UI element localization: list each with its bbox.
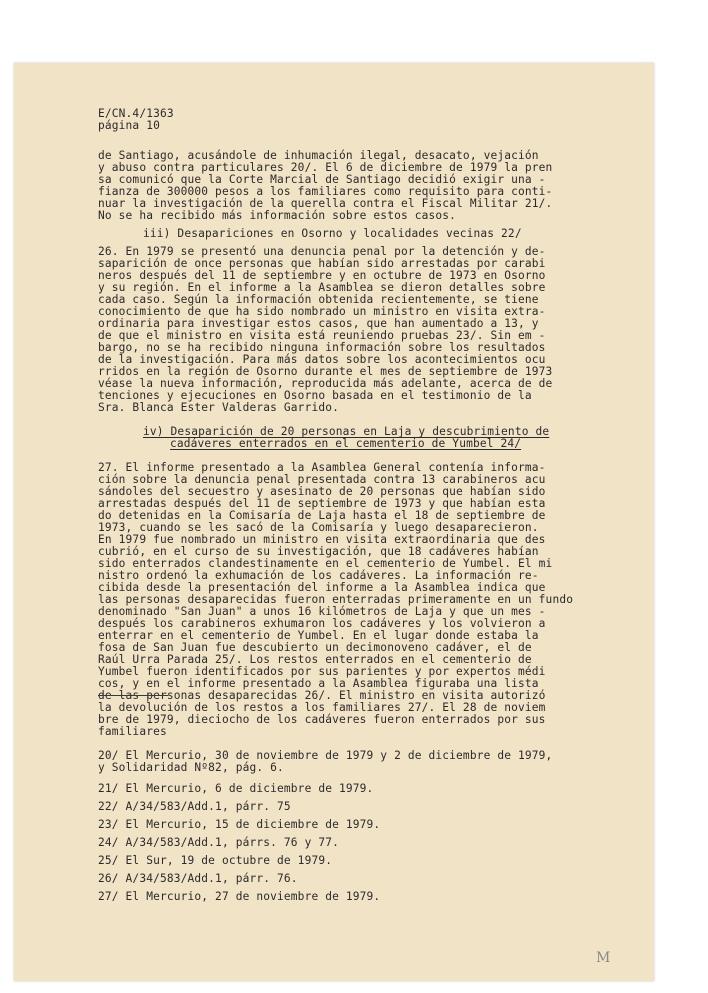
body-line: rridos en la región de Osorno durante el mes de septiembre de 1973 [98,365,553,378]
body-line: 26. En 1979 se presentó una denuncia penal por la detención y de- [98,245,546,258]
footnote: 27/ El Mercurio, 27 de noviembre de 1979. [98,890,381,903]
document-symbol: E/CN.4/1363 [98,107,174,120]
footnote: 26/ A/34/583/Add.1, párr. 76. [98,872,298,885]
body-line: En 1979 fue nombrado un ministro en visita extraordinaria que des [98,533,546,546]
body-line: la devolución de los restos a los familiares 27/. El 28 de noviem [98,701,546,714]
body-line: No se ha recibido más información sobre estos casos. [98,209,457,222]
body-line: neros después del 11 de septiembre y en octubre de 1973 en Osorno [98,269,546,282]
body-line: de que el ministro en visita está reuniendo pruebas 23/. Sin em - [98,329,546,342]
body-line: nistro ordenó la exhumación de los cadáveres. La información re- [98,569,539,582]
body-line: sido enterrados clandestinamente en el cementerio de Yumbel. El mi [98,557,553,570]
footnote: y Solidaridad Nº82, pág. 6. [98,761,284,774]
body-line: bre de 1979, dieciocho de los cadáveres fueron enterrados por sus [98,713,546,726]
body-line: iii) Desapariciones en Osorno y localidades vecinas 22/ [143,227,522,240]
corner-mark: M [596,950,611,966]
footnote: 24/ A/34/583/Add.1, párrs. 76 y 77. [98,836,339,849]
footnote-separator [98,695,168,696]
body-line: 1973, cuando se les sacó de la Comisaría y luego desaparecieron. [98,521,539,534]
body-line: ción sobre la denuncia penal presentada contra 13 carabineros acu [98,473,546,486]
body-line: Yumbel fueron identificados por sus parientes y por expertos médi [98,665,546,678]
body-line: después los carabineros exhumaron los cadáveres y los volvieron a [98,617,546,630]
body-line: nuar la investigación de la querella contra el Fiscal Militar 21/. [98,197,553,210]
body-line: cibida desde la presentación del informe a la Asamblea indica que [98,581,546,594]
body-line: familiares [98,725,167,738]
body-line: ordinaria para investigar estos casos, que han aumentado a 13, y [98,317,539,330]
body-line: arrestadas después del 11 de septiembre de 1973 y que habían esta [98,497,546,510]
body-line: de las personas desaparecidas 26/. El ministro en visita autorizó [98,689,546,702]
footnote: 25/ El Sur, 19 de octubre de 1979. [98,854,333,867]
footnote: 20/ El Mercurio, 30 de noviembre de 1979 y 2 de diciembre de 1979, [98,749,553,762]
body-line: Sra. Blanca Ester Valderas Garrido. [98,401,339,414]
footnote: 21/ El Mercurio, 6 de diciembre de 1979. [98,782,374,795]
body-line: Raúl Urra Parada 25/. Los restos enterrados en el cementerio de [98,653,532,666]
body-line: tenciones y ejecuciones en Osorno basada en el testimonio de la [98,389,532,402]
body-line: de Santiago, acusándole de inhumación ilegal, desacato, vejación [98,149,539,162]
body-line: denominado "San Juan" a unos 16 kilómetros de Laja y que un mes - [98,605,546,618]
body-line: y abuso contra particulares 20/. El 6 de diciembre de 1979 la pren [98,161,553,174]
body-line: saparición de once personas que habían sido arrestadas por carabi [98,257,546,270]
body-line: las personas desaparecidas fueron enterradas primeramente en un fundo [98,593,574,606]
body-line: sa comunicó que la Corte Marcial de Santiago decidió exigir una - [98,173,546,186]
body-line: bargo, no se ha recibido ninguna información sobre los resultados [98,341,546,354]
body-line: enterrar en el cementerio de Yumbel. En el lugar donde estaba la [98,629,539,642]
body-line: 27. El informe presentado a la Asamblea General contenía informa- [98,461,546,474]
body-line: cadáveres enterrados en el cementerio de Yumbel 24/ [170,437,522,450]
body-line: cos, y en el informe presentado a la Asamblea figuraba una lista [98,677,539,690]
body-line: fianza de 300000 pesos a los familiares como requisito para conti- [98,185,553,198]
footnote: 22/ A/34/583/Add.1, párr. 75 [98,800,291,813]
page-number: página 10 [98,119,160,132]
body-line: do detenidas en la Comisaría de Laja hasta el 18 de septiembre de [98,509,546,522]
body-line: sándoles del secuestro y asesinato de 20 personas que habían sido [98,485,546,498]
body-line: iv) Desaparición de 20 personas en Laja y descubrimiento de [143,425,550,438]
body-line: cada caso. Según la información obtenida recientemente, se tiene [98,293,539,306]
body-line: y su región. En el informe a la Asamblea se dieron detalles sobre [98,281,546,294]
body-line: véase la nueva información, reproducida más adelante, acerca de de [98,377,553,390]
body-line: conocimiento de que ha sido nombrado un ministro en visita extra- [98,305,546,318]
body-line: fosa de San Juan fue descubierto un decimonoveno cadáver, el de [98,641,532,654]
footnote: 23/ El Mercurio, 15 de diciembre de 1979. [98,818,381,831]
body-line: de la investigación. Para más datos sobre los acontecimientos ocu [98,353,546,366]
body-line: cubrió, en el curso de su investigación, que 18 cadáveres habían [98,545,539,558]
